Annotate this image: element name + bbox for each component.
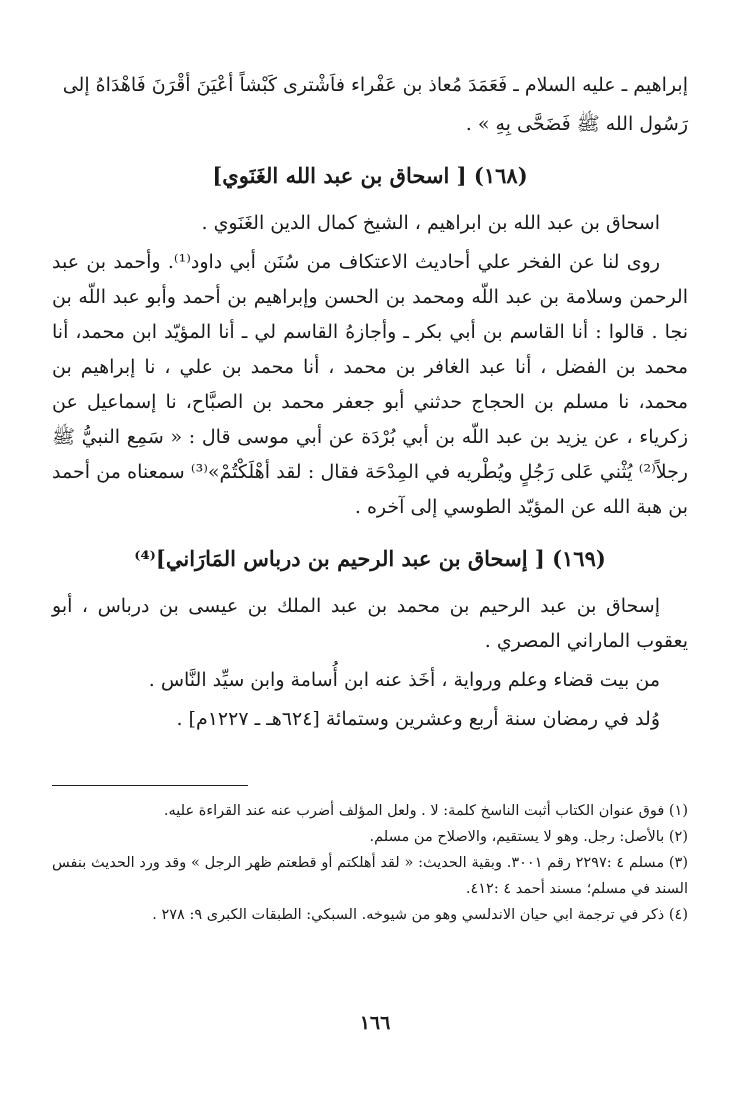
entry-168-name: اسحاق بن عبد الله بن ابراهيم ، الشيخ كمال الدين الغَنَوي . xyxy=(201,212,660,234)
entry-169-family: من بيت قضاء وعلم ورواية ، أخَذ عنه ابن أُسامة وابن سيِّد النَّاس . xyxy=(148,669,660,691)
footnote-4: (٤) ذكر في ترجمة ابي حيان الاندلسي وهو من شيوخه. السبكي: الطبقات الكبرى ٩: ٢٧٨ . xyxy=(152,907,688,923)
intro-line-1: إبراهيم ـ عليه السلام ـ فَعَمَدَ مُعاذ بن عَفْراء فاَشْترى كَبْشاً أعْيَنَ أقْرَنَ فَاهْدَاهُ إلى xyxy=(62,74,688,96)
intro-line-2: رَسُول الله ﷺ فَضَحَّى بِهِ » . xyxy=(465,113,688,135)
entry-169-birth: وُلد في رمضان سنة أربع وعشرين وستمائة [٦٢٤هـ ـ ١٢٢٧م] . xyxy=(176,708,660,730)
page-number: ١٦٦ xyxy=(359,1012,391,1034)
footnote-1: (١) فوق عنوان الكتاب أثبت الناسخ كلمة: لا . ولعل المؤلف أضرب عنه عند القراءة عليه. xyxy=(163,803,688,819)
entry-heading-169: (١٦٩) [ إسحاق بن عبد الرحيم بن درباس المَارَاني]⁽⁴⁾ xyxy=(134,546,606,571)
entry-168-narration: روى لنا عن الفخر علي أحاديث الاعتكاف من سُنَن أبي داود⁽¹⁾. وأحمد بن عبد الرحمن وسلامة بن عبد اللّه ومحمد بن الحسن وإبراهيم بن أحمد وأبو عبد اللّه بن نجا . قالوا : أنا القاسم بن أبي بكر ـ وأجازهُ القاسم لي ـ أنا المؤيّد ابن محمد، أنا محمد بن الفضل ، أنا عبد الغافر بن محمد ، أنا محمد بن علي ، نا إبراهيم بن محمد، نا مسلم بن الحجاج حدثني أبو جعفر محمد بن الصبَّاح، نا إسماعيل عن زكرياء ، عن يزيد بن عبد اللّه بن أبي بُرْدَة عن أبي موسى قال : « سَمِع النبيُّ ﷺ رجلاً⁽²⁾ يُثْني عَلى رَجُلٍ ويُطْريه في المِدْحَة فقال : لقد أهْلَكْتُمْ»⁽³⁾ سمعناه من أحمد بن هبة الله عن المؤيّد الطوسي إلى آخره . xyxy=(52,251,688,518)
footnote-divider xyxy=(52,785,248,786)
entry-heading-168: (١٦٨) [ اسحاق بن عبد الله الغَنَوي] xyxy=(212,163,528,188)
footnote-2: (٢) بالأصل: رجل. وهو لا يستقيم، والاصلاح من مسلم. xyxy=(369,829,688,845)
footnote-3: (٣) مسلم ٤ :٢٢٩٧ رقم ٣٠٠١. وبقية الحديث: « لقد أهلكتم أو قطعتم ظهر الرجل » وقد ورد الحديث بنفس السند في مسلم؛ مسند أحمد ٤ :٤١٢. xyxy=(52,855,689,897)
footnotes xyxy=(52,798,688,928)
entry-169-name: إسحاق بن عبد الرحيم بن محمد بن عبد الملك بن عيسى بن درباس ، أبو يعقوب الماراني المصري . xyxy=(52,595,688,652)
